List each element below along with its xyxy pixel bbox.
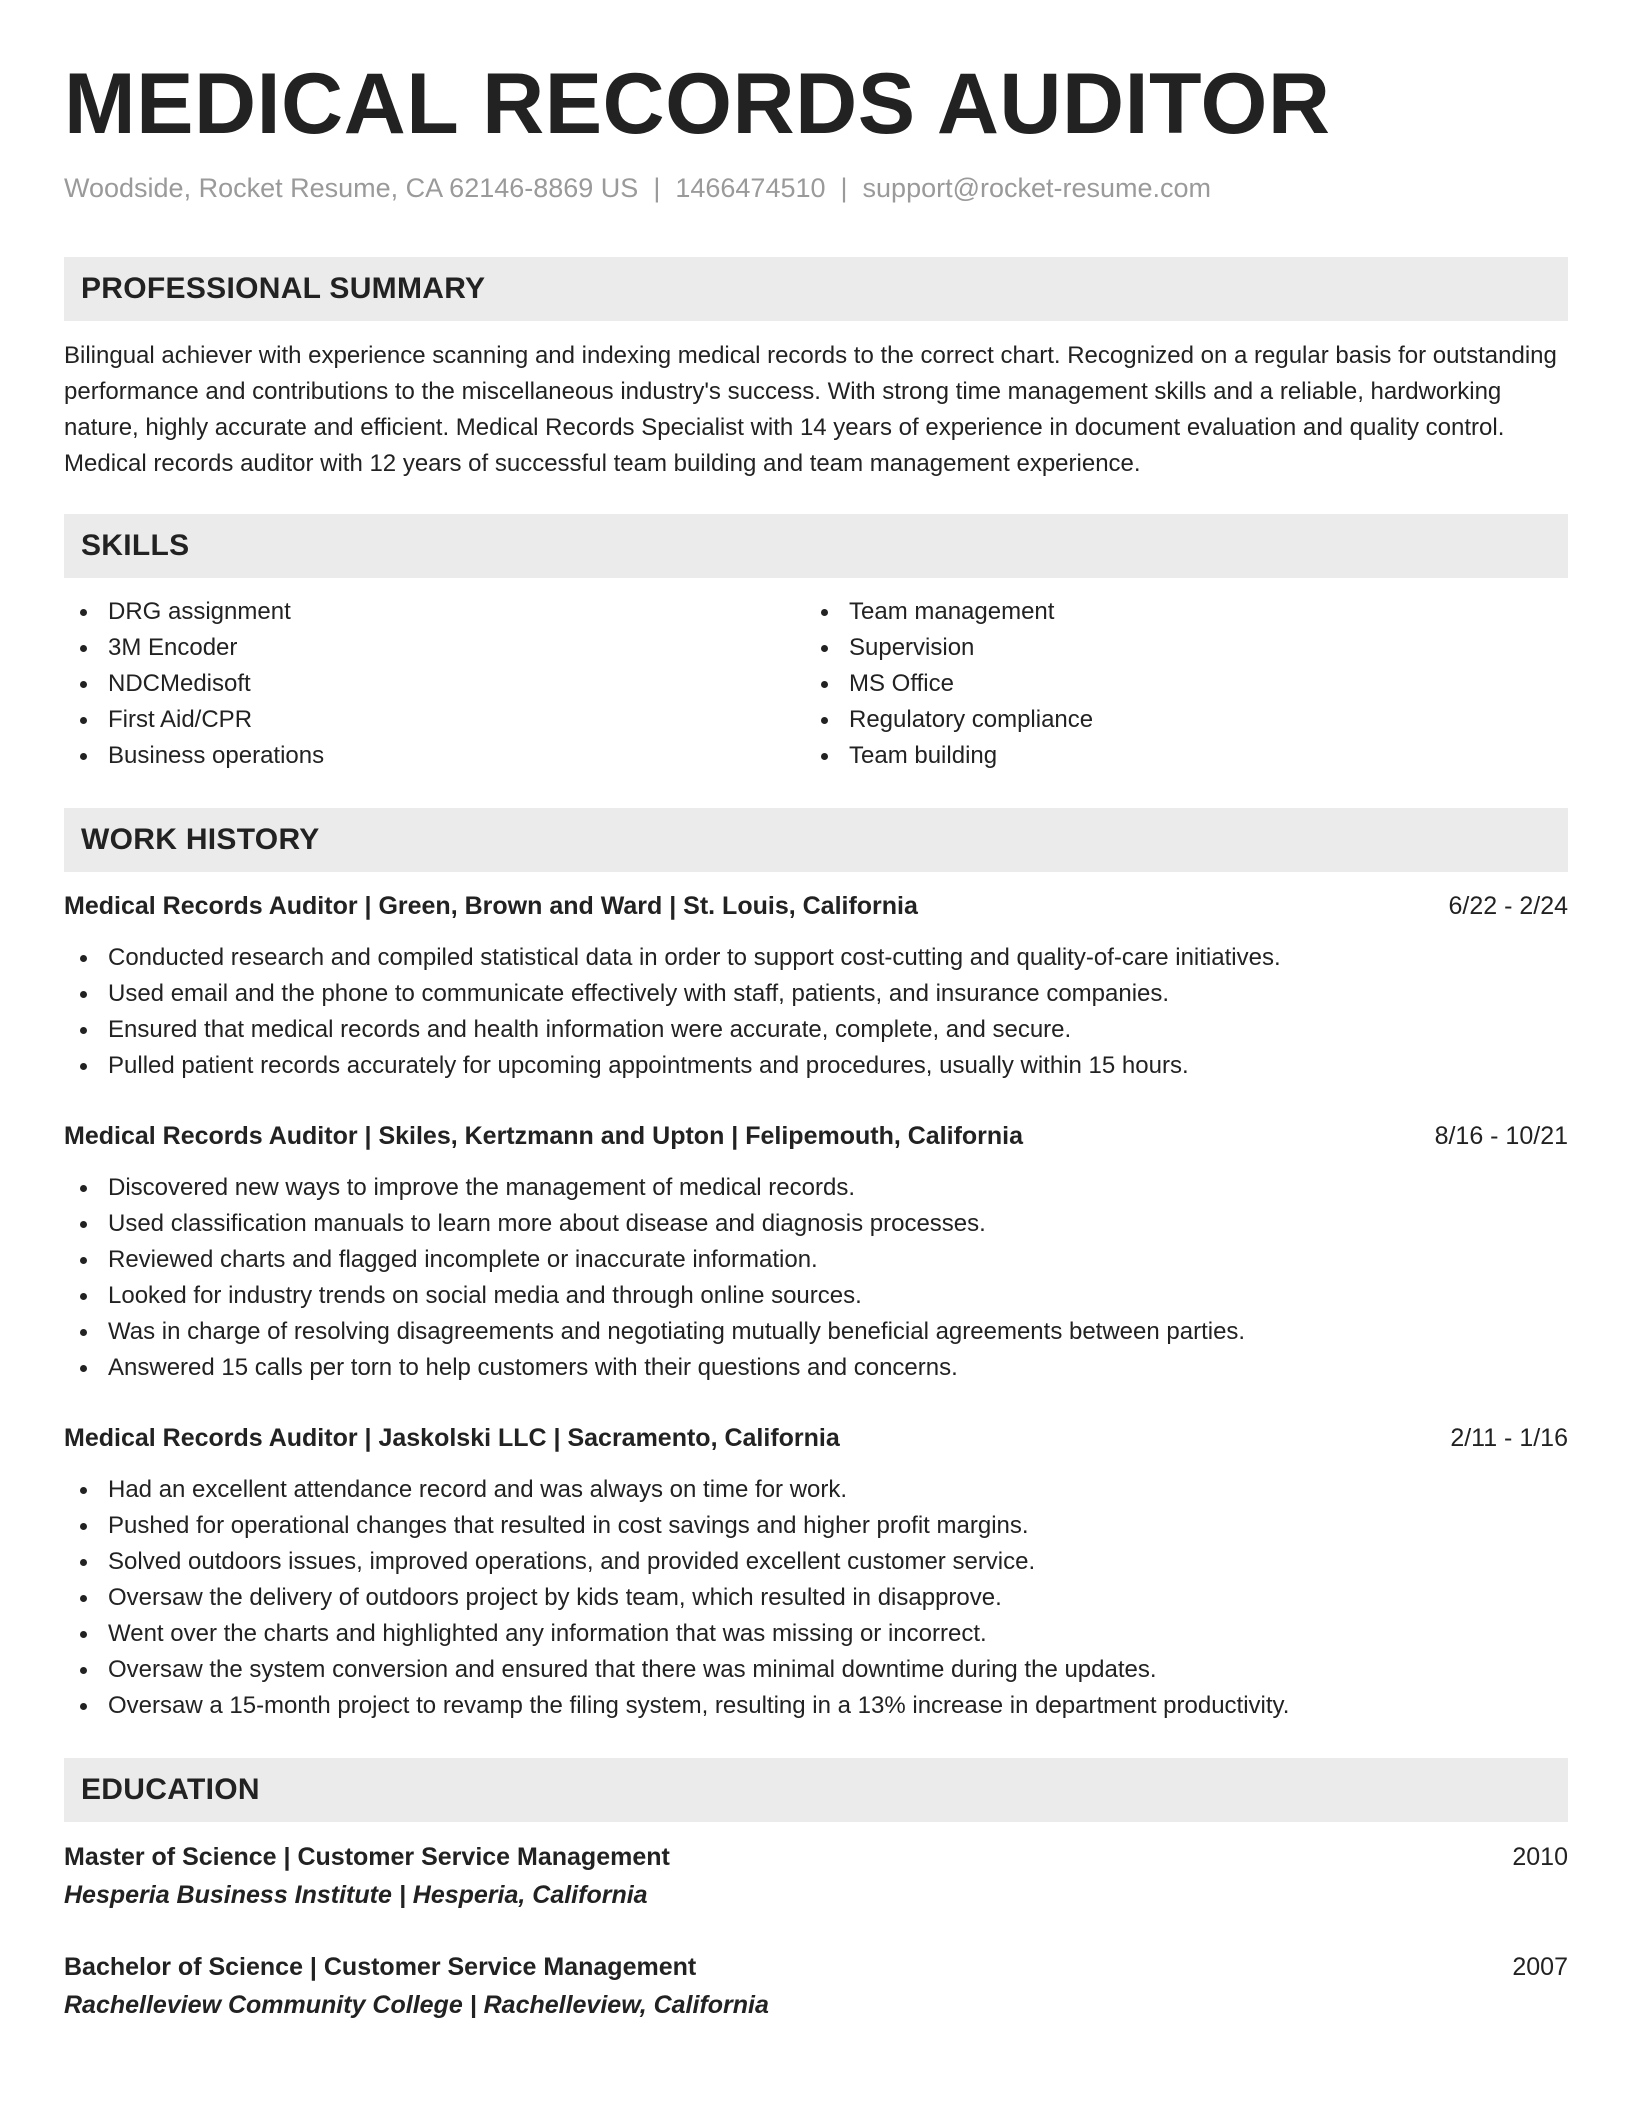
- job-bullet: Pulled patient records accurately for upcoming appointments and procedures, usually within 15 hours.: [64, 1048, 1568, 1084]
- skills-heading: SKILLS: [64, 514, 1568, 578]
- job-header: [64, 888, 1568, 924]
- job-bullet: Used email and the phone to communicate effectively with staff, patients, and insurance companies.: [64, 976, 1568, 1012]
- skill-item: DRG assignment: [64, 594, 805, 630]
- skill-item: Supervision: [805, 630, 1546, 666]
- bullet-dot: [80, 1667, 87, 1674]
- education-header: [64, 1839, 1568, 1875]
- job-bullet: Used classification manuals to learn more about disease and diagnosis processes.: [64, 1206, 1568, 1242]
- job-header: [64, 1420, 1568, 1456]
- summary-heading: PROFESSIONAL SUMMARY: [64, 257, 1568, 321]
- bullet-dot: [80, 1185, 87, 1192]
- bullet-dot: [80, 1703, 87, 1710]
- skill-item: Regulatory compliance: [805, 702, 1546, 738]
- job-entry: [64, 888, 1568, 1084]
- contact-phone: 1466474510: [675, 173, 826, 203]
- job-bullet: Went over the charts and highlighted any information that was missing or incorrect.: [64, 1616, 1568, 1652]
- degree: Bachelor of Science | Customer Service Management: [64, 1953, 697, 1981]
- bullet-dot: [80, 1595, 87, 1602]
- contact-separator: |: [653, 173, 661, 203]
- school: Rachelleview Community College | Rachelleview, California: [64, 1991, 769, 2019]
- bullet-dot: [821, 645, 828, 652]
- graduation-year: 2007: [1512, 1953, 1568, 1981]
- job-bullet: Solved outdoors issues, improved operations, and provided excellent customer service.: [64, 1544, 1568, 1580]
- bullet-dot: [80, 645, 87, 652]
- bullet-dot: [80, 1365, 87, 1372]
- skill-item: First Aid/CPR: [64, 702, 805, 738]
- job-bullet: Answered 15 calls per torn to help customers with their questions and concerns.: [64, 1350, 1568, 1386]
- contact-address: Woodside, Rocket Resume, CA 62146-8869 US: [64, 173, 639, 203]
- job-entry: [64, 1420, 1568, 1724]
- job-bullet: Was in charge of resolving disagreements and negotiating mutually beneficial agreements between parties.: [64, 1314, 1568, 1350]
- job-bullets: [64, 940, 1568, 1084]
- skill-item: NDCMedisoft: [64, 666, 805, 702]
- job-bullet: Looked for industry trends on social media and through online sources.: [64, 1278, 1568, 1314]
- job-title: Medical Records Auditor | Green, Brown and Ward | St. Louis, California: [64, 892, 918, 920]
- job-bullet: Pushed for operational changes that resulted in cost savings and higher profit margins.: [64, 1508, 1568, 1544]
- bullet-dot: [80, 609, 87, 616]
- education-heading: EDUCATION: [64, 1758, 1568, 1822]
- bullet-dot: [80, 681, 87, 688]
- resume-page: [64, 54, 1568, 2025]
- graduation-year: 2010: [1512, 1843, 1568, 1871]
- bullet-dot: [821, 753, 828, 760]
- job-bullet: Reviewed charts and flagged incomplete or inaccurate information.: [64, 1242, 1568, 1278]
- education-header: [64, 1949, 1568, 1985]
- bullet-dot: [80, 1559, 87, 1566]
- contact-email: support@rocket-resume.com: [862, 173, 1212, 203]
- bullet-dot: [821, 717, 828, 724]
- bullet-dot: [80, 1523, 87, 1530]
- job-dates: 2/11 - 1/16: [1450, 1424, 1568, 1452]
- job-bullet: Ensured that medical records and health information were accurate, complete, and secure.: [64, 1012, 1568, 1048]
- bullet-dot: [80, 955, 87, 962]
- job-entry: [64, 1118, 1568, 1386]
- bullet-dot: [80, 717, 87, 724]
- education-entry: [64, 1949, 1568, 2025]
- job-bullet: Oversaw the system conversion and ensured that there was minimal downtime during the updates.: [64, 1652, 1568, 1688]
- bullet-dot: [80, 1027, 87, 1034]
- job-dates: 8/16 - 10/21: [1434, 1122, 1568, 1150]
- bullet-dot: [80, 1063, 87, 1070]
- bullet-dot: [80, 1221, 87, 1228]
- skills-grid: [64, 594, 1568, 774]
- job-bullet: Oversaw the delivery of outdoors project by kids team, which resulted in disapprove.: [64, 1580, 1568, 1616]
- job-title: Medical Records Auditor | Jaskolski LLC | Sacramento, California: [64, 1424, 840, 1452]
- skill-item: Business operations: [64, 738, 805, 774]
- job-bullet: Discovered new ways to improve the management of medical records.: [64, 1170, 1568, 1206]
- job-title: Medical Records Auditor | Skiles, Kertzmann and Upton | Felipemouth, California: [64, 1122, 1024, 1150]
- skill-item: 3M Encoder: [64, 630, 805, 666]
- job-bullets: [64, 1472, 1568, 1724]
- bullet-dot: [80, 753, 87, 760]
- job-bullet: Oversaw a 15-month project to revamp the filing system, resulting in a 13% increase in department productivity.: [64, 1688, 1568, 1724]
- resume-title: MEDICAL RECORDS AUDITOR: [64, 56, 1331, 152]
- degree: Master of Science | Customer Service Management: [64, 1843, 670, 1871]
- bullet-dot: [80, 1487, 87, 1494]
- skill-item: MS Office: [805, 666, 1546, 702]
- skill-item: Team building: [805, 738, 1546, 774]
- job-header: [64, 1118, 1568, 1154]
- bullet-dot: [80, 1329, 87, 1336]
- bullet-dot: [821, 681, 828, 688]
- bullet-dot: [821, 609, 828, 616]
- bullet-dot: [80, 1257, 87, 1264]
- job-bullet: Conducted research and compiled statistical data in order to support cost-cutting and quality-of-care initiatives.: [64, 940, 1568, 976]
- skills-column-left: [64, 594, 805, 774]
- summary-text: Bilingual achiever with experience scanning and indexing medical records to the correct chart. Recognized on a regular basis for outstanding performance and contributions to the miscellaneous industry's success. With strong time management skills and a reliable, hardworking nature, highly accurate and efficient. Medical Records Specialist with 14 years of experience in document evaluation and quality control. Medical records auditor with 12 years of successful team building and team management experience.: [64, 342, 1557, 477]
- bullet-dot: [80, 991, 87, 998]
- school: Hesperia Business Institute | Hesperia, California: [64, 1881, 648, 1909]
- contact-separator: |: [840, 173, 848, 203]
- skill-item: Team management: [805, 594, 1546, 630]
- job-dates: 6/22 - 2/24: [1448, 892, 1568, 920]
- job-bullets: [64, 1170, 1568, 1386]
- work-history-heading: WORK HISTORY: [64, 808, 1568, 872]
- skills-column-right: [805, 594, 1546, 774]
- education-entry: [64, 1839, 1568, 1915]
- job-bullet: Had an excellent attendance record and was always on time for work.: [64, 1472, 1568, 1508]
- contact-line: [64, 171, 1568, 205]
- bullet-dot: [80, 1631, 87, 1638]
- bullet-dot: [80, 1293, 87, 1300]
